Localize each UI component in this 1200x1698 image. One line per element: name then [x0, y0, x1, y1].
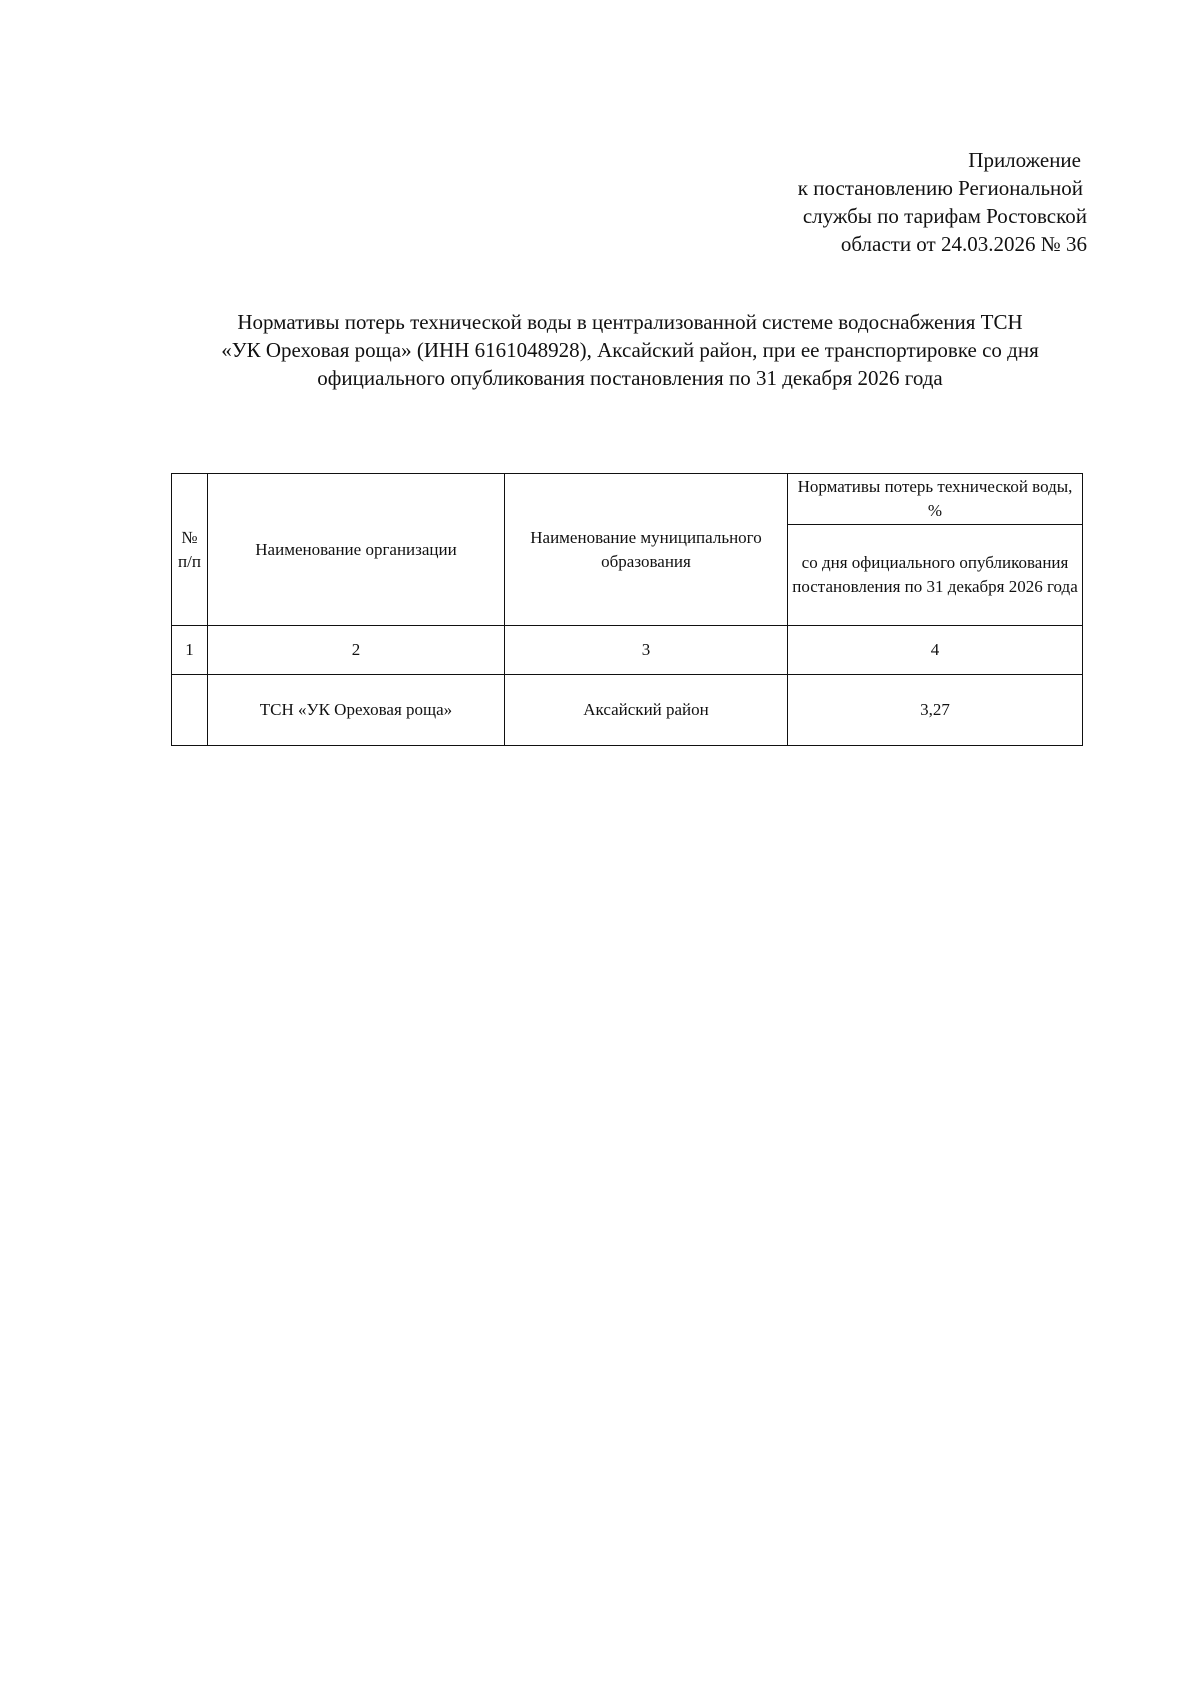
header-norms-group: Нормативы потерь технической воды, %: [788, 474, 1083, 525]
annex-line-1: Приложение: [968, 148, 1081, 172]
norms-table: [171, 473, 1083, 746]
header-municipality: Наименование муниципального образования: [505, 474, 788, 626]
row-value-cell: 3,27: [788, 675, 1083, 746]
table-row: [172, 675, 1083, 746]
header-period: со дня официального опубликования постановления по 31 декабря 2026 года: [788, 525, 1083, 626]
column-number-3: 3: [505, 626, 788, 675]
table-header-row: [172, 474, 1083, 525]
row-municipality-cell: Аксайский район: [505, 675, 788, 746]
title-line-1: Нормативы потерь технической воды в централизованной системе водоснабжения ТСН: [237, 310, 1023, 334]
annex-line-4: области от 24.03.2026 № 36: [840, 232, 1087, 256]
annex-line-3: службы по тарифам Ростовской: [802, 204, 1087, 228]
document-title: [160, 308, 1100, 392]
column-number-4: 4: [788, 626, 1083, 675]
column-number-row: [172, 626, 1083, 675]
title-line-2: «УК Ореховая роща» (ИНН 6161048928), Аксайский район, при ее транспортировке со дня: [221, 338, 1039, 362]
title-line-3: официального опубликования постановления по 31 декабря 2026 года: [317, 366, 943, 390]
header-number: № п/п: [172, 474, 208, 626]
header-organization: Наименование организации: [208, 474, 505, 626]
column-number-1: 1: [172, 626, 208, 675]
column-number-2: 2: [208, 626, 505, 675]
annex-line-2: к постановлению Региональной: [797, 176, 1083, 200]
annex-block: [798, 146, 1087, 258]
row-organization-cell: ТСН «УК Ореховая роща»: [208, 675, 505, 746]
row-number-cell: [172, 675, 208, 746]
